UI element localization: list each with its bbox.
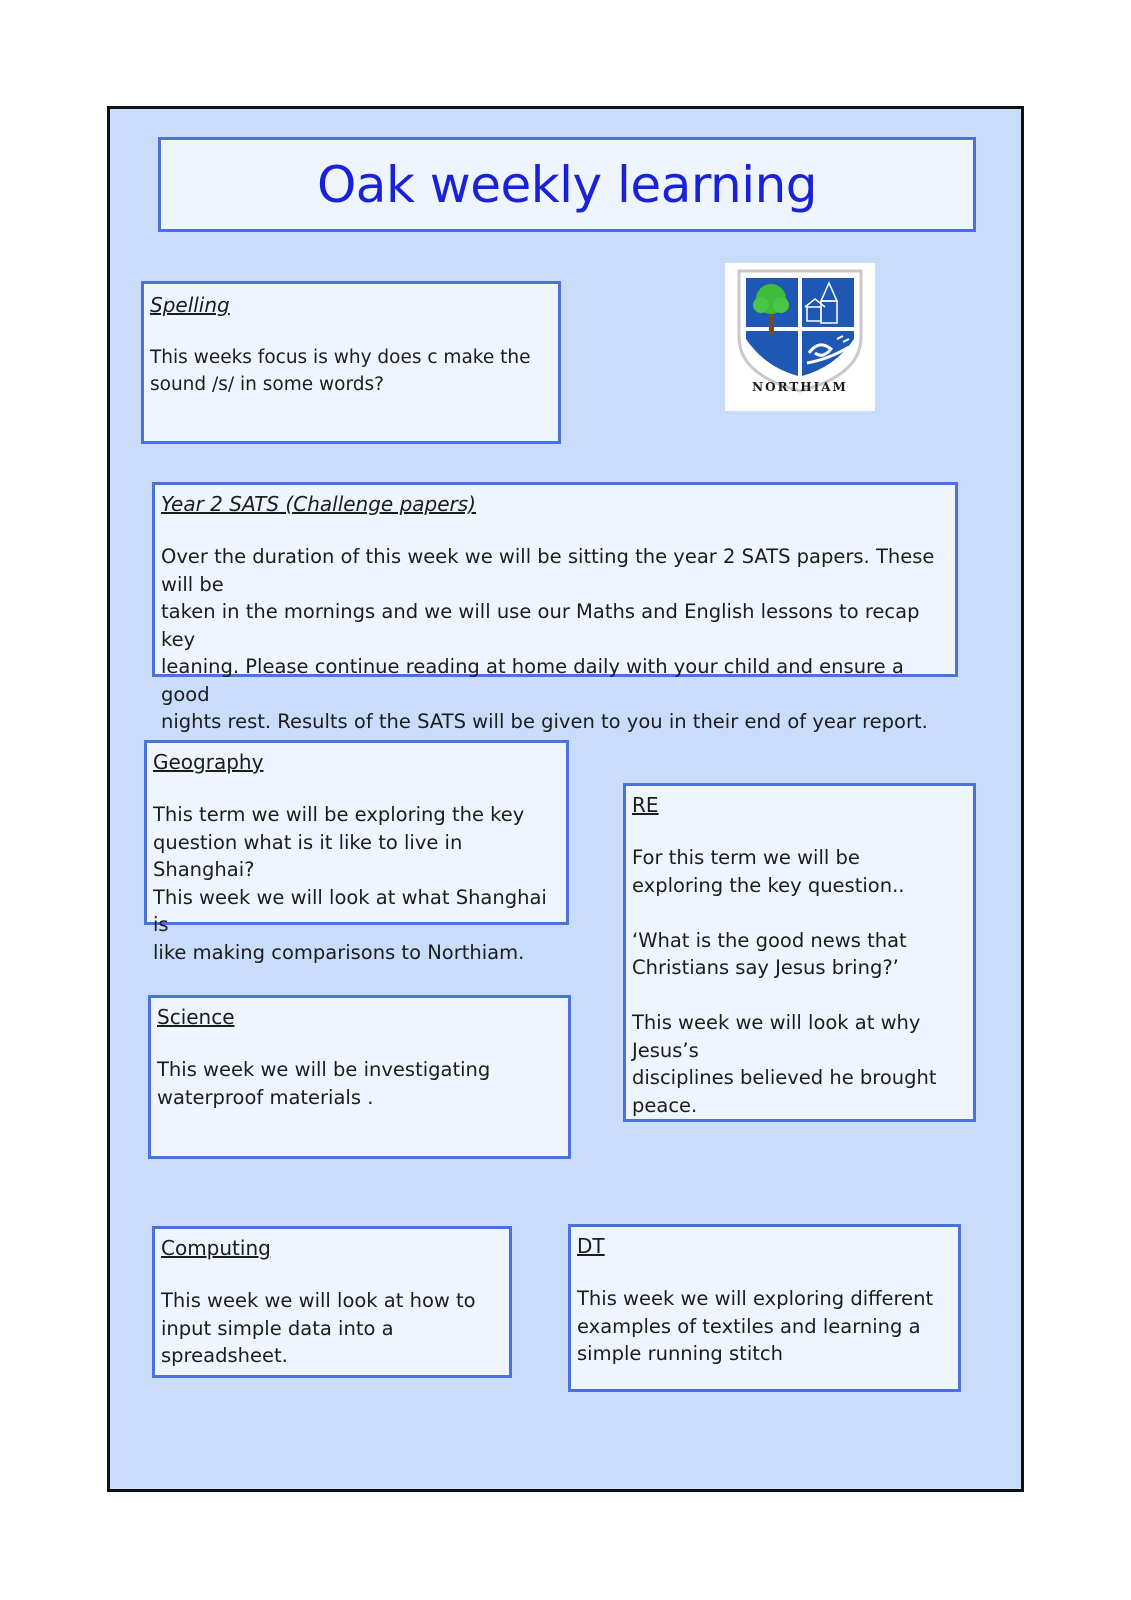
spelling-heading: Spelling: [150, 293, 230, 317]
title-box: [158, 137, 976, 232]
science-body: This week we will be investigating waterproof materials .: [157, 1058, 491, 1109]
spelling-body: This weeks focus is why does c make the sound /s/ in some words?: [150, 347, 531, 395]
geography-heading: Geography: [153, 750, 264, 774]
spelling-box: [141, 281, 561, 444]
newsletter-sheet: [107, 106, 1024, 1492]
dt-body: This week we will exploring different examples of textiles and learning a simple running stitch: [577, 1287, 934, 1365]
geography-body: This term we will be exploring the key question what is it like to live in Shanghai? This week we will look at what Shanghai is like making comparisons to Northiam.: [153, 803, 547, 964]
sats-heading: Year 2 SATS (Challenge papers): [161, 492, 476, 516]
re-body: For this term we will be exploring the key question.. ‘What is the good news that Christians say Jesus bring?’ This week we will look at why Jesus’s disciplines believed he brought peace.: [632, 846, 937, 1117]
sats-body: Over the duration of this week we will be sitting the year 2 SATS papers. These will be taken in the mornings and we will use our Maths and English lessons to recap key leaning. Please continue reading at home daily with your child and ensure a good nights rest. Results of the SATS will be given to you in their end of year report.: [161, 545, 935, 733]
computing-heading: Computing: [161, 1236, 271, 1260]
page-title: Oak weekly learning: [316, 155, 818, 214]
science-heading: Science: [157, 1005, 235, 1029]
geography-box: [144, 740, 569, 964]
re-heading: RE: [632, 793, 659, 817]
dt-box: [568, 1224, 961, 1392]
dt-heading: DT: [577, 1234, 605, 1258]
sats-box: [152, 482, 958, 733]
logo-text: NORTHIAM: [752, 380, 848, 394]
school-logo: [725, 263, 875, 411]
science-box: [148, 995, 571, 1159]
re-box: [623, 783, 976, 1122]
computing-body: This week we will look at how to input simple data into a spreadsheet.: [161, 1289, 476, 1367]
computing-box: [152, 1226, 512, 1378]
